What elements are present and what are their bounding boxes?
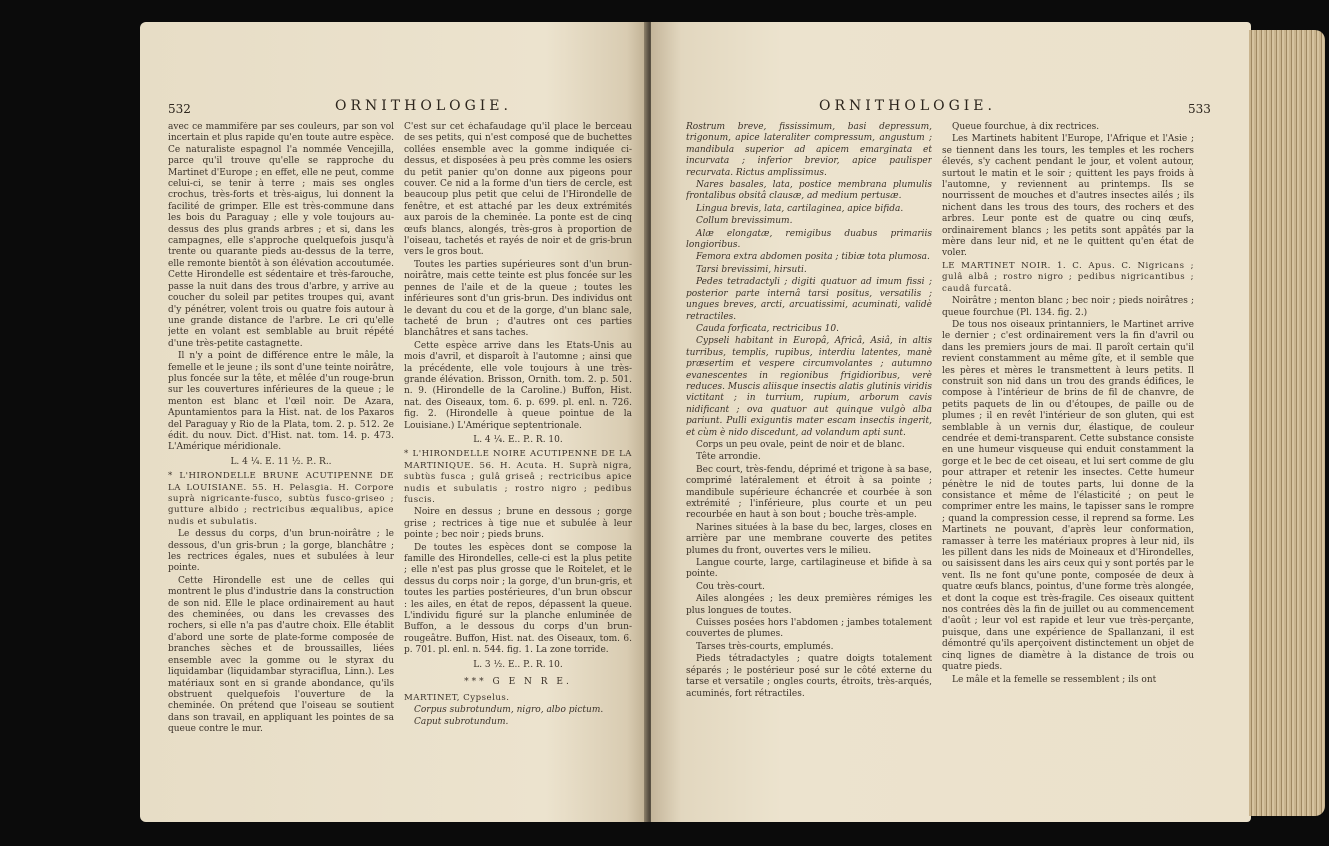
latin-text: Cauda forficata, rectricibus 10. [696, 323, 839, 334]
paragraph: Les Martinets habitent l'Europe, l'Afrique et l'Asie ; se tiennent dans les tours, les temples et les rochers élevés, s'y cachent pendant le jour, et volent autour, surtout le matin et le soir ; quittent les pays froids à l'automne, y reviennent au printemps. Ils se nourrissent de mouches et d'autres insectes ailés ; ils nichent dans les trous des tours, des rochers et des arbres. Leur ponte est de quatre ou cinq œufs, ordinairement blancs ; les petits sont appâtés par la mère dans leur nid, et ne le quittent qu'en état de voler. [942, 134, 1194, 259]
paragraph: Corps un peu ovale, peint de noir et de blanc. [696, 439, 905, 450]
paragraph: Cette espèce arrive dans les Etats-Unis au mois d'avril, et disparoît à l'automne ; ainsi que la précédente, elle vole toujours à une très-grande élévation. Brisson, Ornith. tom. 2. p. 501. n. 9. (Hirondelle de la Caroline.) Buffon, Hist. nat. des Oiseaux, tom. 6. p. 699. pl. enl. n. 726. fig. 2. (Hirondelle à queue pointue de la Louisiane.) L'Amérique septentrionale. [404, 340, 632, 431]
paragraph: De toutes les espèces dont se compose la famille des Hirondelles, celle-ci est la plus petite ; elle n'est pas plus grosse que le Roitelet, et le dessus du corps noir ; la gorge, d'un brun-gris, et toutes les parties postérieures, d'un brun obscur : les ailes, en état de repos, dépassent la queue. L'individu figuré sur la planche enluminée de Buffon, a le dessous du corps d'un brun-rougeâtre. Buffon, Hist. nat. des Oiseaux, tom. 6. p. 701. pl. enl. n. 544. fig. 1. La zone torride. [404, 542, 632, 656]
paragraph: Pieds tétradactyles ; quatre doigts totalement séparés ; le postérieur posé sur le côté externe du tarse et versatile ; ongles courts, étroits, très-arqués, acuminés, fort rétractiles. [686, 654, 932, 699]
latin-text: Nares basales, lata, postice membrana plumulis frontalibus obsitâ clausæ, ad medium pertusæ. [686, 180, 932, 202]
paragraph: Cou très-court. [696, 581, 765, 592]
paragraph: Ailes alongées ; les deux premières rémiges les plus longues de toutes. [686, 594, 932, 616]
left-column-1 [168, 122, 394, 812]
latin-text: Alæ elongatæ, remigibus duabus primariis longioribus. [686, 228, 932, 251]
paragraph: Il n'y a point de différence entre le mâle, la femelle et le jeune ; ils sont d'une teinte noirâtre, plus foncée sur la tête, et mêlée d'un rouge-brun sur les couvertures inférieures de la queue ; le menton est blanc et l'œil noir. De Azara, Apuntamientos para la Hist. nat. de los Paxaros del Paraguay y Rio de la Plata, tom. 2. p. 512. 2e édit. du nouv. Dict. d'Hist. nat. tom. 14. p. 473. L'Amérique méridionale. [168, 351, 394, 453]
species-heading: * L'HIRONDELLE NOIRE ACUTIPENNE DE LA MARTINIQUE. 56. H. Acuta. H. Suprà nigra, subtùs fusca ; gulâ griseâ ; rectricibus apice nudis et subulatis ; rostro nigro ; pedibus fuscis. [404, 449, 632, 505]
measurement-line: L. 3 ½. E.. P.. R. 10. [473, 659, 563, 670]
left-page [140, 22, 647, 822]
paragraph: Le mâle et la femelle se ressemblent ; ils ont [952, 674, 1157, 685]
paragraph [686, 265, 932, 276]
latin-text: Tarsi brevissimi, hirsuti. [696, 264, 807, 275]
paragraph: Tarses très-courts, emplumés. [696, 641, 834, 652]
latin-description: Caput subrotundum. [414, 717, 509, 728]
paragraph: De tous nos oiseaux printanniers, le Martinet arrive le dernier ; c'est ordinairement vers la fin d'avril ou dans les premiers jours de mai. Il paroît certain qu'il revient constamment au même gîte, et il semble que les pères et mères le transmettent à leurs petits. Il construit son nid dans un trou des grands édifices, le compose à l'intérieur de brins de fil de chanvre, de petits paquets de lin ou d'étoupes, de paille ou de plumes ; il en revêt l'intérieur de son gluten, qui est semblable à un vernis dur, élastique, de couleur cendrée et demi-transparent. Cette substance consiste en une humeur visqueuse qui enduit constamment la gorge et le bec de cet oiseau, et lui sert comme de glu pour attraper et retenir les insectes. Cette humeur pénètre le nid de toutes parts, lui donne de la consistance et même de l'élasticité ; on peut le comprimer entre les mains, le tapisser sans le rompre ; quand la compression cesse, il reprend sa forme. Les Martinets ne pouvant, d'après leur conformation, ramasser à terre les matériaux propres à leur nid, ils les pillent dans les nids de Moineaux et d'Hirondelles, ou saisissent dans les airs ceux qui y sont portés par le vent. Ils ne font qu'une ponte, composée de deux à quatre œufs blancs, pointus, d'une forme très alongée, et dont la coque est très-fragile. Ces oiseaux quittent nos contrées dès la fin de juillet ou au commencement d'août ; leur vol est rapide et leur vue très-perçante, puisque, dans une expérience de Spallanzani, il est démontré qu'ils aperçoivent distinctement un objet de cinq lignes de diamètre à la distance de trois ou quatre pieds. [942, 319, 1194, 673]
paragraph [686, 324, 932, 335]
paragraph: Bec court, très-fendu, déprimé et trigone à sa base, comprimé latéralement et étroit à sa pointe ; mandibule supérieure échancrée et courbée à son extrémité ; l'inférieure, plus courte et un peu recourbée en haut à son bout ; bouche très-ample. [686, 464, 932, 521]
running-head-left: ORNITHOLOGIE. [335, 98, 512, 114]
paragraph [686, 336, 932, 439]
paragraph [686, 277, 932, 323]
right-column-1 [686, 122, 932, 812]
page-number-left: 532 [168, 102, 191, 116]
species-heading: * L'HIRONDELLE BRUNE ACUTIPENNE DE LA LOUISIANE. 55. H. Pelasgia. H. Corpore suprà nigricante-fusco, subtùs fusco-griseo ; gutture albido ; rectricibus æqualibus, apice nudis et subulatis. [168, 471, 394, 527]
paragraph [404, 717, 632, 728]
latin-text: Collum brevissimum. [696, 216, 793, 227]
latin-text: Rostrum breve, fississimum, basi depressum, trigonum, apice lateraliter compressum, angustum ; mandibula superior ad apicem emarginata et incurvata ; inferior brevior, apice paulisper recurvata. Rictus amplissimus. [686, 122, 932, 178]
paragraph: C'est sur cet échafaudage qu'il place le berceau de ses petits, qui n'est composé que de buchettes collées ensemble avec la gomme indiquée ci-dessus, et disposées à peu près comme les osiers du petit panier qu'on donne aux pigeons pour couver. Ce nid a la forme d'un tiers de cercle, est beaucoup plus petit que celui de l'Hirondelle de fenêtre, et est attaché par les deux extrémités aux parois de la cheminée. La ponte est de cinq œufs blancs, alongés, très-gros à proportion de l'oiseau, tachetés et rayés de noir et de gris-brun vers le gros bout. [404, 122, 632, 258]
paragraph: Noirâtre ; menton blanc ; bec noir ; pieds noirâtres ; queue fourchue (Pl. 134. fig. 2.) [942, 296, 1194, 318]
paragraph: avec ce mammifère par ses couleurs, par son vol incertain et plus rapide qu'en toute autre espèce. Ce naturaliste espagnol l'a nommée Vencejilla, parce qu'il trouve qu'elle se rapproche du Martinet d'Europe ; en effet, elle ne peut, comme celui-ci, se tenir à terre ; mais ses ongles crochus, très-forts et très-aigus, lui donnent la facilité de grimper. Elle est très-commune dans les bois du Paraguay ; elle y vole toujours au-dessus des plus grands arbres ; et si, dans les campagnes, elle s'approche quelquefois jusqu'à trente ou quarante pieds au-dessus de la terre, elle remonte bientôt à son élévation accoutumée. Cette Hirondelle est sédentaire et très-farouche, passe la nuit dans des trous d'arbre, y arrive au coucher du soleil par petites troupes qui, avant d'y pénétrer, volent trois ou quatre fois autour à une grande distance de l'arbre. Le cri qu'elle jette en volant est semblable au bruit répété d'une très-petite castagnette. [168, 122, 394, 349]
page-number-right: 533 [1188, 102, 1211, 116]
latin-text: Pedes tetradactyli ; digiti quatuor ad imum fissi ; posterior parte internâ tarsi positus, versatilis ; ungues breves, arcti, arcuatissimi, acuminati, validè retractiles. [686, 277, 932, 322]
measurement-line: L. 4 ¼. E. 11 ½. P.. R.. [230, 456, 332, 467]
paragraph: Queue fourchue, à dix rectrices. [952, 122, 1100, 132]
species-heading: LE MARTINET NOIR. 1. C. Apus. C. Nigricans ; gulâ albâ ; rostro nigro ; pedibus nigricantibus ; caudâ furcatâ. [942, 260, 1194, 294]
paragraph: Cuisses posées hors l'abdomen ; jambes totalement couvertes de plumes. [686, 618, 932, 640]
paragraph [686, 216, 932, 227]
paragraph: Noire en dessus ; brune en dessous ; gorge grise ; rectrices à tige nue et subulée à leur pointe ; bec noir ; pieds bruns. [404, 507, 632, 541]
paragraph: Le dessus du corps, d'un brun-noirâtre ; le dessous, d'un gris-brun ; la gorge, blanchâtre ; les rectrices égales, nues et subulées à leur pointe. [168, 529, 394, 574]
right-column-2 [942, 122, 1194, 812]
latin-description: Corpus subrotundum, nigro, albo pictum. [414, 704, 604, 715]
genre-heading: *** G E N R E. [464, 677, 572, 688]
paragraph [686, 252, 932, 263]
paragraph: Narines situées à la base du bec, larges, closes en arrière par une membrane couverte des petites plumes du front, ouvertes vers le milieu. [686, 522, 932, 556]
measurement-line: L. 4 ¼. E.. P.. R. 10. [473, 434, 563, 445]
page-block-edge [1249, 30, 1325, 816]
paragraph: Tête arrondie. [696, 452, 761, 463]
right-page [651, 22, 1251, 822]
left-column-2 [404, 122, 632, 812]
paragraph [686, 204, 932, 215]
paragraph [686, 122, 932, 179]
paragraph [404, 705, 632, 716]
paragraph: Langue courte, large, cartilagineuse et bifide à sa pointe. [686, 558, 932, 580]
latin-text: Cypseli habitant in Europâ, Africâ, Asiâ, in altis turribus, templis, rupibus, interdiu latentes, manè præsertim et vespere circumvolantes ; autumno evanescentes in regionibus frigidioribus, verè reduces. Muscis aliisque insectis alatis glutinis viridis victitant ; in turrium, rupium, arborum cavis nidificant ; ova quatuor aut quinque vulgò alba pariunt. Pulli exiguntis mater escam insectis ingerit, et cùm è nido discedunt, ad volandum apti sunt. [686, 336, 932, 438]
paragraph [686, 229, 932, 252]
latin-text: Lingua brevis, lata, cartilaginea, apice bifida. [696, 203, 904, 214]
latin-text: Femora extra abdomen posita ; tibiæ tota plumosa. [696, 252, 930, 263]
paragraph: Toutes les parties supérieures sont d'un brun-noirâtre, mais cette teinte est plus foncée sur les pennes de l'aile et de la queue ; toutes les inférieures sont d'un gris-brun. Des individus ont le devant du cou et de la gorge, d'un blanc sale, tacheté de brun ; d'autres ont ces parties blanchâtres et sans taches. [404, 259, 632, 339]
paragraph [686, 180, 932, 203]
paragraph: Cette Hirondelle est une de celles qui montrent le plus d'industrie dans la construction de son nid. Elle le place ordinairement au haut des cheminées, ou dans les crevasses des rochers, si elle n'a pas d'autre choix. Elle établit d'abord une sorte de plate-forme composée de branches sèches et de broussailles, liées ensemble avec la gomme ou le styrax du liquidambar (liquidambar styraciflua, Linn.). Les matériaux sont en si grande abondance, qu'ils obstruent quelquefois l'ouverture de la cheminée. On prétend que l'oiseau se soutient dans son travail, en appliquant les pointes de sa queue contre le mur. [168, 575, 394, 735]
genus-title: MARTINET, Cypselus. [404, 692, 510, 703]
running-head-right: ORNITHOLOGIE. [819, 98, 996, 114]
